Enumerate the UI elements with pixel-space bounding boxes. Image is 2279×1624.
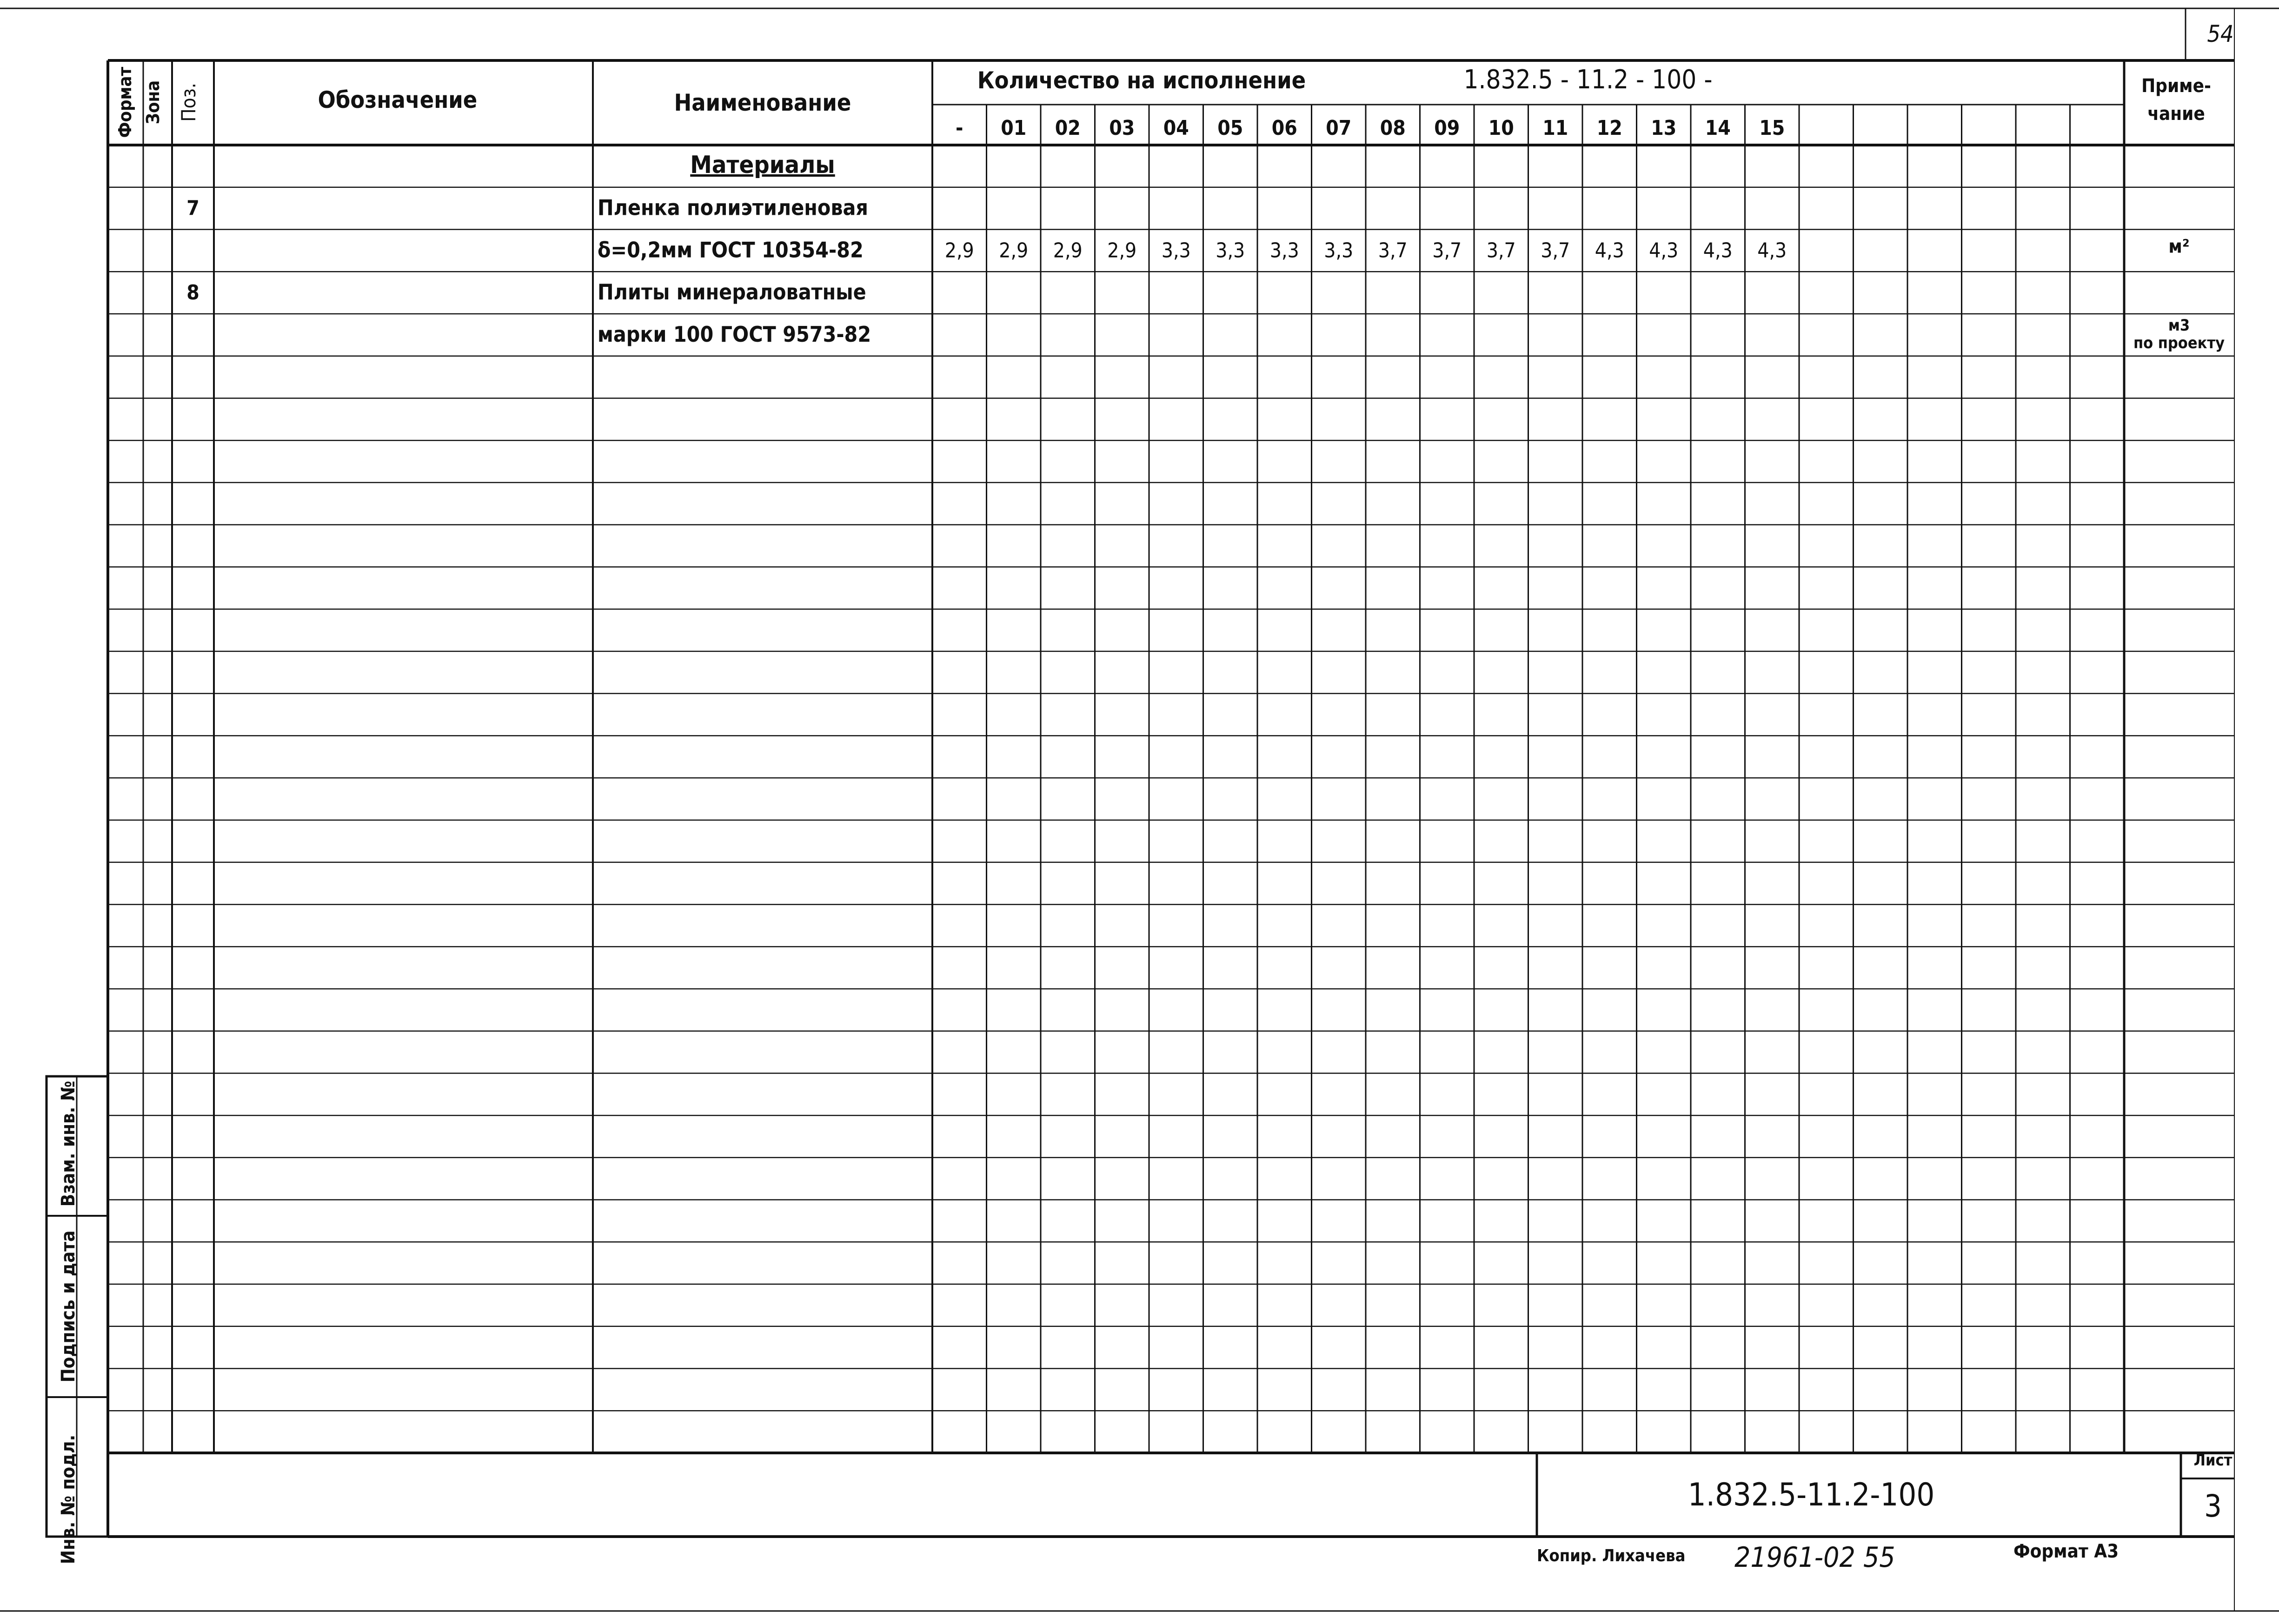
header-prime-line1: Приме- xyxy=(2141,75,2211,97)
footer-order-number: 21961-02 55 xyxy=(1734,1541,1895,1574)
row-value: 3,3 xyxy=(1269,239,1299,263)
header-naimenovanie: Наименование xyxy=(674,89,851,116)
row-value: 2,9 xyxy=(1107,239,1137,263)
variant-label: 15 xyxy=(1759,116,1785,140)
row-name: Материалы xyxy=(690,151,835,179)
row-poz: 7 xyxy=(186,196,199,220)
row-name: Пленка полиэтиленовая xyxy=(598,195,869,220)
variant-label: - xyxy=(956,116,963,140)
side-stamp-inv-podl: Инв. № подл. xyxy=(58,1434,79,1564)
header-quantity-code: 1.832.5 - 11.2 - 100 - xyxy=(1463,65,1713,95)
variant-label: 14 xyxy=(1705,116,1731,140)
variant-label: 13 xyxy=(1651,116,1677,140)
row-note-line1: м3 xyxy=(2168,316,2190,335)
header-oboznachenie: Обозначение xyxy=(318,86,478,113)
header-poz: Поз. xyxy=(177,83,200,122)
row-value: 2,9 xyxy=(999,239,1029,263)
row-poz: 8 xyxy=(186,281,199,305)
sheet-label: Лист xyxy=(2193,1451,2232,1470)
variant-label: 07 xyxy=(1326,116,1352,140)
variant-label: 09 xyxy=(1434,116,1460,140)
side-stamp-vzam-inv: Взам. инв. № xyxy=(58,1080,79,1207)
row-value: 3,3 xyxy=(1216,239,1245,263)
variant-label: 06 xyxy=(1271,116,1297,140)
variant-label: 01 xyxy=(1001,116,1027,140)
header-format: Формат xyxy=(115,66,135,138)
variant-label: 12 xyxy=(1596,116,1622,140)
row-name: δ=0,2мм ГОСТ 10354-82 xyxy=(598,237,864,263)
row-value: 3,3 xyxy=(1324,239,1354,263)
sheet-number: 3 xyxy=(2204,1488,2222,1524)
row-value: 3,7 xyxy=(1378,239,1408,263)
variant-label: 04 xyxy=(1163,116,1189,140)
row-value: 4,3 xyxy=(1595,239,1624,263)
row-value: 2,9 xyxy=(944,239,974,263)
row-value: 3,7 xyxy=(1432,239,1462,263)
variant-label: 11 xyxy=(1542,116,1568,140)
row-note: м² xyxy=(2168,236,2190,258)
variant-label: 02 xyxy=(1055,116,1081,140)
variant-label: 10 xyxy=(1488,116,1514,140)
header-quantity-title: Количество на исполнение xyxy=(977,67,1306,94)
side-stamp-podpis-data: Подпись и дата xyxy=(58,1230,79,1383)
row-value: 4,3 xyxy=(1703,239,1733,263)
variant-label: 03 xyxy=(1109,116,1135,140)
row-note-line2: по проекту xyxy=(2133,333,2225,352)
row-value: 3,3 xyxy=(1161,239,1191,263)
doc-code: 1.832.5-11.2-100 xyxy=(1688,1477,1935,1513)
variant-label: 08 xyxy=(1380,116,1406,140)
header-zona: Зона xyxy=(143,80,163,125)
footer-format: Формат А3 xyxy=(2013,1541,2119,1562)
row-name: марки 100 ГОСТ 9573-82 xyxy=(598,321,871,347)
page-number: 54 xyxy=(2207,20,2234,47)
header-prime-line2: чание xyxy=(2147,103,2205,125)
footer-copier: Копир. Лихачева xyxy=(1537,1546,1686,1565)
row-value: 4,3 xyxy=(1757,239,1787,263)
row-value: 3,7 xyxy=(1486,239,1516,263)
row-value: 2,9 xyxy=(1053,239,1083,263)
row-value: 4,3 xyxy=(1649,239,1679,263)
row-value: 3,7 xyxy=(1541,239,1570,263)
variant-label: 05 xyxy=(1217,116,1243,140)
table-grid xyxy=(0,8,2279,1611)
row-name: Плиты минераловатные xyxy=(598,279,866,305)
